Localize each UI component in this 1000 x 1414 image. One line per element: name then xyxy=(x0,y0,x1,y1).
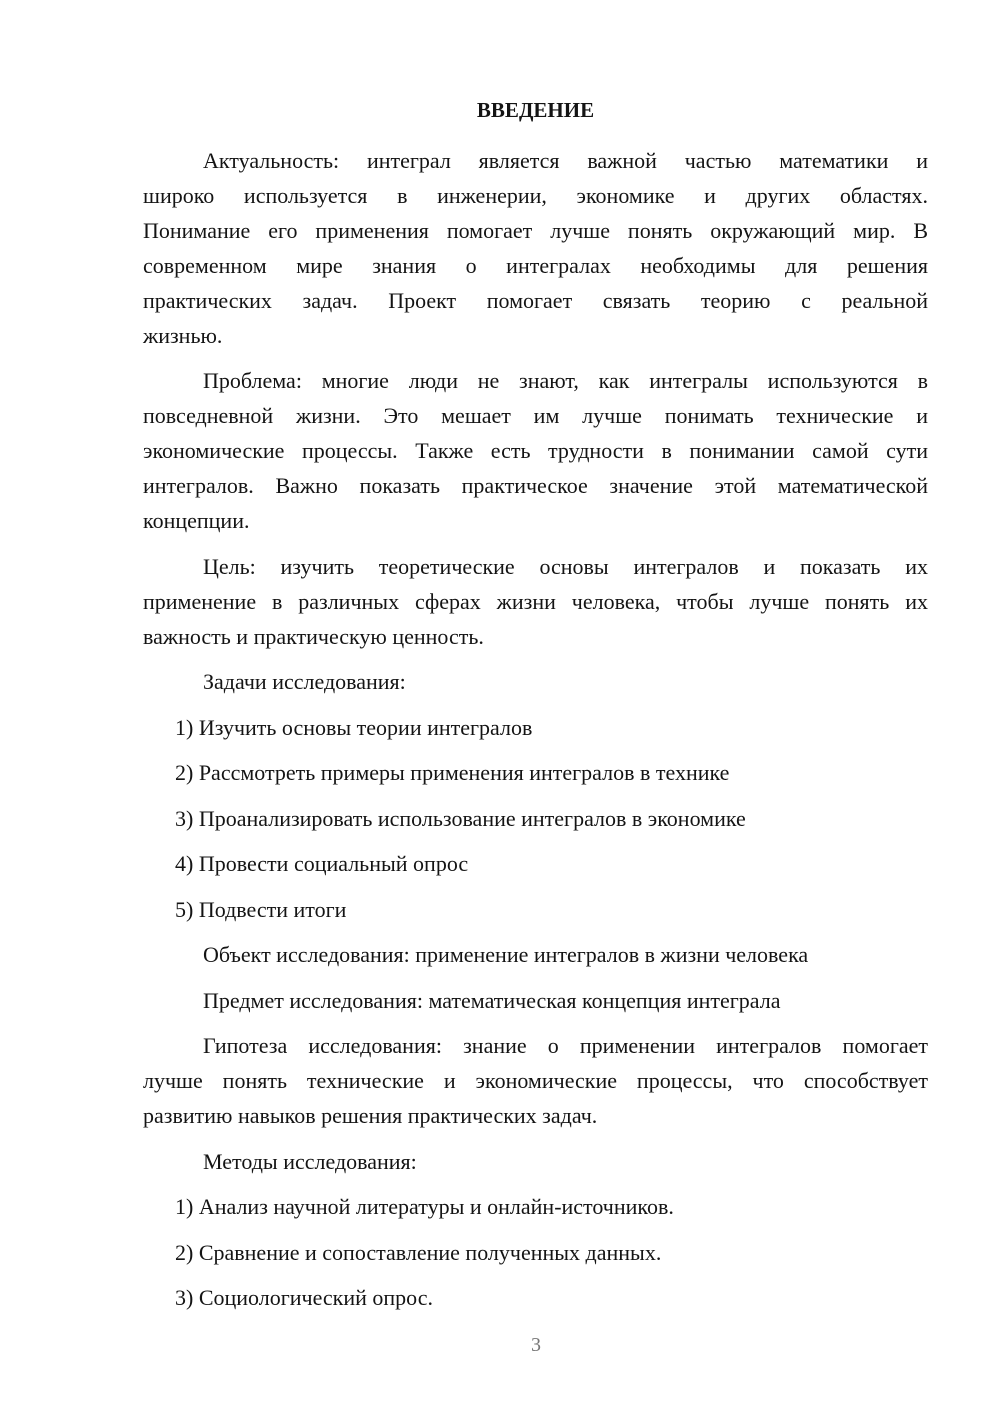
text-line: Актуальность: интеграл является важной частью математики и xyxy=(203,147,928,173)
text-line: важность и практическую ценность. xyxy=(143,623,484,649)
text-line: широко используется в инженерии, экономике и других областях. xyxy=(143,182,928,208)
text-line: Цель: изучить теоретические основы интегралов и показать их xyxy=(203,553,928,579)
text-line: экономические процессы. Также есть трудности в понимании самой сути xyxy=(143,438,928,463)
methods-heading: Методы исследования: xyxy=(203,1148,417,1174)
text-line: практических задач. Проект помогает связать теорию с реальной xyxy=(143,287,928,313)
task-item: 5) Подвести итоги xyxy=(175,896,347,922)
method-item: 2) Сравнение и сопоставление полученных данных. xyxy=(175,1239,662,1265)
page-number: 3 xyxy=(531,1334,541,1356)
text-line: Понимание его применения помогает лучше понять окружающий мир. В xyxy=(143,217,928,243)
task-item: 4) Провести социальный опрос xyxy=(175,851,469,876)
text-line: современном мире знания о интегралах необходимы для решения xyxy=(143,252,928,278)
task-item: 3) Проанализировать использование интегралов в экономике xyxy=(175,805,746,831)
text-line: жизнью. xyxy=(143,322,223,348)
text-line: развитию навыков решения практических задач. xyxy=(143,1103,598,1128)
method-item: 1) Анализ научной литературы и онлайн-источников. xyxy=(175,1194,674,1219)
research-subject: Предмет исследования: математическая концепция интеграла xyxy=(203,987,781,1013)
method-item: 3) Социологический опрос. xyxy=(175,1285,433,1310)
paragraph-problem xyxy=(143,363,928,538)
document-page xyxy=(143,93,928,1316)
text-line: повседневной жизни. Это мешает им лучше понимать технические и xyxy=(143,403,928,428)
text-line: концепции. xyxy=(143,508,250,533)
research-object: Объект исследования: применение интегралов в жизни человека xyxy=(203,942,809,967)
task-item: 1) Изучить основы теории интегралов xyxy=(175,714,533,740)
text-line: лучше понять технические и экономические процессы, что способствует xyxy=(143,1068,928,1093)
task-item: 2) Рассмотреть примеры применения интегралов в технике xyxy=(175,760,730,785)
paragraph-hypothesis xyxy=(143,1028,928,1133)
section-title: ВВЕДЕНИЕ xyxy=(476,97,595,122)
tasks-heading: Задачи исследования: xyxy=(203,669,406,694)
text-line: Гипотеза исследования: знание о применении интегралов помогает xyxy=(203,1033,928,1058)
text-line: применение в различных сферах жизни человека, чтобы лучше понять их xyxy=(143,588,928,614)
text-line: интегралов. Важно показать практическое значение этой математической xyxy=(143,473,928,498)
paragraph-goal xyxy=(143,549,928,654)
text-line: Проблема: многие люди не знают, как интегралы используются в xyxy=(203,368,928,393)
paragraph-relevance xyxy=(143,143,928,353)
